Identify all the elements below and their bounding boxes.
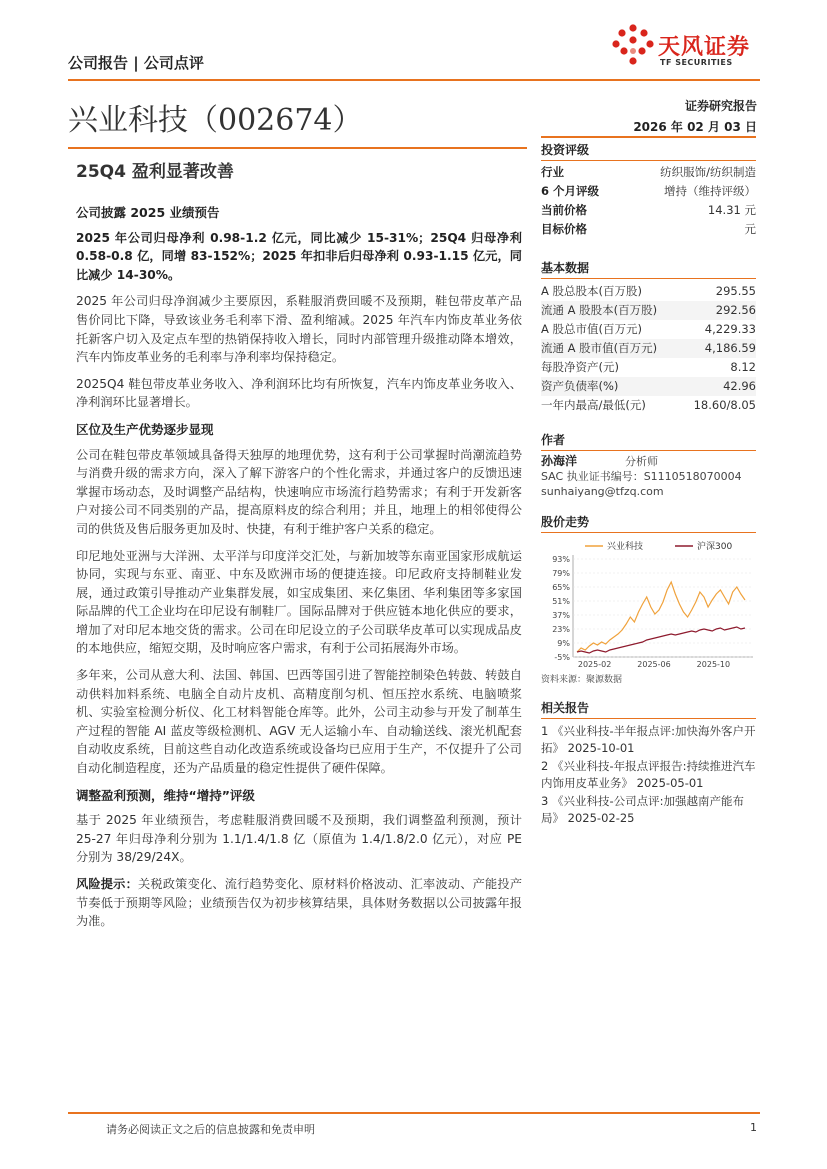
y-tick-label: 79%	[552, 569, 570, 578]
row-value: 元	[744, 222, 756, 236]
row-label: 资产负债率(%)	[541, 379, 619, 393]
headline: 25Q4 盈利显著改善	[76, 162, 234, 182]
chart-section-title: 股价走势	[541, 513, 756, 533]
table-row	[541, 201, 756, 220]
row-value: 292.56	[715, 303, 756, 317]
y-tick-label: 37%	[552, 611, 570, 620]
table-row	[541, 182, 756, 201]
table-row	[541, 396, 756, 415]
table-row	[541, 358, 756, 377]
logo-text-cn: 天风证券	[658, 35, 751, 60]
headline-divider	[68, 147, 527, 149]
author-name: 孙海洋	[541, 454, 578, 468]
paragraph: 印尼地处亚洲与大洋洲、太平洋与印度洋交汇处，与新加坡等东南亚国家形成航运协同，实现与东亚、南亚、中东及欧洲市场的便捷连接。印尼政府支持制鞋业发展，通过政策引导推动产业集群发展，如宝成集团、来亿集团、华利集团等多家国际品牌的代工企业均在印尼设有制鞋厂。国际品牌对于供应链本地化供应的要求，增加了对印尼本地交货的需求。公司在印尼设立的子公司联华皮革可以实现成品皮的本地供应，缩短交期，及时响应客户需求，有利于公司拓展海外市场。	[76, 548, 522, 656]
table-row	[541, 320, 756, 339]
risk-label: 风险提示：	[76, 877, 138, 891]
paragraph: 2025 年公司归母净润减少主要原因，系鞋服消费回暖不及预期，鞋包带皮革产品售价同比下降，导致该业务毛利率下滑、盈利缩减。2025 年汽车内饰皮革业务依托新客户切入及定点车型的热销保持收入增长，同时内部管理升级推动降本增效，汽车内饰皮革业务的毛利率与净利率均保持稳定。	[76, 294, 522, 365]
y-tick-label: -5%	[554, 653, 570, 662]
report-category: 公司报告 | 公司点评	[68, 54, 204, 72]
paragraph: 公司在鞋包带皮革领域具备得天独厚的地理优势，这有利于公司掌握时尚潮流趋势与消费升级的需求方向，深入了解下游客户的个性化需求，并通过客户的反馈迅速掌握市场动态，及时调整产品结构，快速响应市场流行趋势需求；有利于开发新客户对接公司不同类别的产品，提高原料皮的综合利用；并且，地理上的相邻使得公司的供货及售后服务更加及时、快捷，有利于维护客户关系的稳定。	[76, 447, 522, 536]
row-label: 当前价格	[541, 203, 587, 217]
author-section-title: 作者	[541, 431, 756, 451]
table-row	[541, 163, 756, 182]
report-type: 证券研究报告	[684, 99, 757, 113]
price-trend-chart	[541, 539, 756, 669]
related-reports-title: 相关报告	[541, 699, 756, 719]
table-row	[541, 301, 756, 320]
row-label: 流通 A 股市值(百万元)	[541, 341, 658, 355]
company-title: 兴业科技（002674）	[68, 103, 363, 138]
row-value: 295.55	[715, 284, 756, 298]
y-tick-label: 23%	[552, 625, 570, 634]
section-title-forecast: 公司披露 2025 业绩预告	[76, 205, 220, 220]
footer-divider	[68, 1112, 760, 1114]
table-row	[541, 339, 756, 358]
forecast-summary: 2025 年公司归母净利 0.98-1.2 亿元，同比减少 15-31%；25Q4 归母净利 0.58-0.8 亿，同增 83-152%；2025 年扣非后归母净利 0.93-1.15 亿元，同比减少 14-30%。	[76, 230, 522, 282]
author-cert: SAC 执业证书编号：S1110518070004	[541, 470, 742, 483]
related-reports-list	[541, 723, 756, 827]
related-report-link[interactable]: 1 《兴业科技-半年报点评:加快海外客户开拓》 2025-10-01	[541, 724, 756, 755]
basic-data-title: 基本数据	[541, 259, 756, 279]
row-label: 6 个月评级	[541, 184, 600, 198]
table-row	[541, 282, 756, 301]
row-label: 行业	[541, 165, 564, 179]
x-tick-label: 2025-06	[637, 660, 671, 669]
main-body	[76, 204, 522, 931]
y-tick-label: 9%	[557, 639, 570, 648]
row-label: 一年内最高/最低(元)	[541, 398, 646, 412]
paragraph: 基于 2025 年业绩预告，考虑鞋服消费回暖不及预期，我们调整盈利预测，预计 25-27 年归母净利分别为 1.1/1.4/1.8 亿（原值为 1.4/1.8/2.0 亿元），对应 PE 分别为 38/29/24X。	[76, 813, 522, 865]
row-value: 8.12	[730, 360, 756, 374]
sidebar	[541, 136, 756, 828]
legend-label: 兴业科技	[607, 542, 644, 552]
x-tick-label: 2025-02	[577, 660, 612, 669]
rating-table	[541, 163, 756, 239]
row-label: A 股总股本(百万股)	[541, 284, 642, 298]
row-value: 增持（维持评级）	[664, 184, 756, 198]
legend-label: 沪深300	[697, 542, 733, 552]
report-date: 2026 年 02 月 03 日	[633, 120, 757, 134]
author-role: 分析师	[625, 455, 659, 468]
author-block	[541, 454, 756, 499]
x-tick-label: 2025-10	[696, 660, 731, 669]
header-divider	[68, 79, 760, 81]
paragraph: 2025Q4 鞋包带皮革业务收入、净利润环比均有所恢复，汽车内饰皮革业务收入、净利润环比显著增长。	[76, 376, 522, 410]
section-title-rating: 调整盈利预测，维持“增持”评级	[76, 787, 255, 803]
logo-text-en: TF SECURITIES	[660, 58, 733, 67]
risk-text: 关税政策变化、流行趋势变化、原材料价格波动、汇率波动、产能投产节奏低于预期等风险；业绩预告仅为初步核算结果，具体财务数据以公司披露年报为准。	[76, 877, 523, 929]
author-email[interactable]: sunhaiyang@tfzq.com	[541, 485, 664, 498]
page-number: 1	[750, 1121, 757, 1134]
row-value: 4,229.33	[704, 322, 756, 336]
series-line-stock	[577, 582, 745, 652]
related-report-link[interactable]: 3 《兴业科技-公司点评:加强越南产能布局》 2025-02-25	[541, 794, 744, 825]
y-tick-label: 65%	[552, 583, 570, 592]
footer-disclaimer: 请务必阅读正文之后的信息披露和免责申明	[106, 1123, 315, 1136]
paragraph: 多年来，公司从意大利、法国、韩国、巴西等国引进了智能控制染色转鼓、转鼓自动供料加料系统、电脑全自动片皮机、高精度削匀机、恒压控水系统、电脑喷浆机、实验室检测分析仪、化工材料智能仓库等。此外，公司主动参与开发了制革生产过程的智能 AI 蓝皮等级检测机、AGV 无人运输小车、自动输送线、滚光机配套自动收皮系统，目前这些自动化改造系统或设备均已应用于生产，不仅提升了公司自动化制造程度，还为产品质量的稳定性提供了硬件保障。	[76, 668, 522, 776]
row-value: 纺织服饰/纺织制造	[660, 165, 756, 179]
chart-source: 资料来源：聚源数据	[541, 675, 623, 685]
row-label: A 股总市值(百万元)	[541, 322, 642, 336]
row-value: 4,186.59	[704, 341, 756, 355]
section-title-advantage: 区位及生产优势逐步显现	[76, 421, 214, 437]
row-label: 每股净资产(元)	[541, 360, 619, 374]
row-value: 14.31 元	[707, 203, 756, 217]
y-tick-label: 93%	[552, 555, 570, 564]
y-tick-label: 51%	[552, 597, 570, 606]
row-label: 目标价格	[541, 222, 587, 236]
related-report-link[interactable]: 2 《兴业科技-年报点评报告:持续推进汽车内饰用皮革业务》 2025-05-01	[541, 759, 756, 790]
tf-logo-icon	[611, 23, 655, 69]
series-line-index	[577, 627, 745, 653]
table-row	[541, 377, 756, 396]
risk-paragraph	[76, 875, 522, 931]
basic-data-table	[541, 282, 756, 415]
table-row	[541, 220, 756, 239]
row-value: 42.96	[723, 379, 756, 393]
row-label: 流通 A 股股本(百万股)	[541, 303, 658, 317]
rating-section-title: 投资评级	[541, 136, 756, 161]
row-value: 18.60/8.05	[693, 398, 756, 412]
